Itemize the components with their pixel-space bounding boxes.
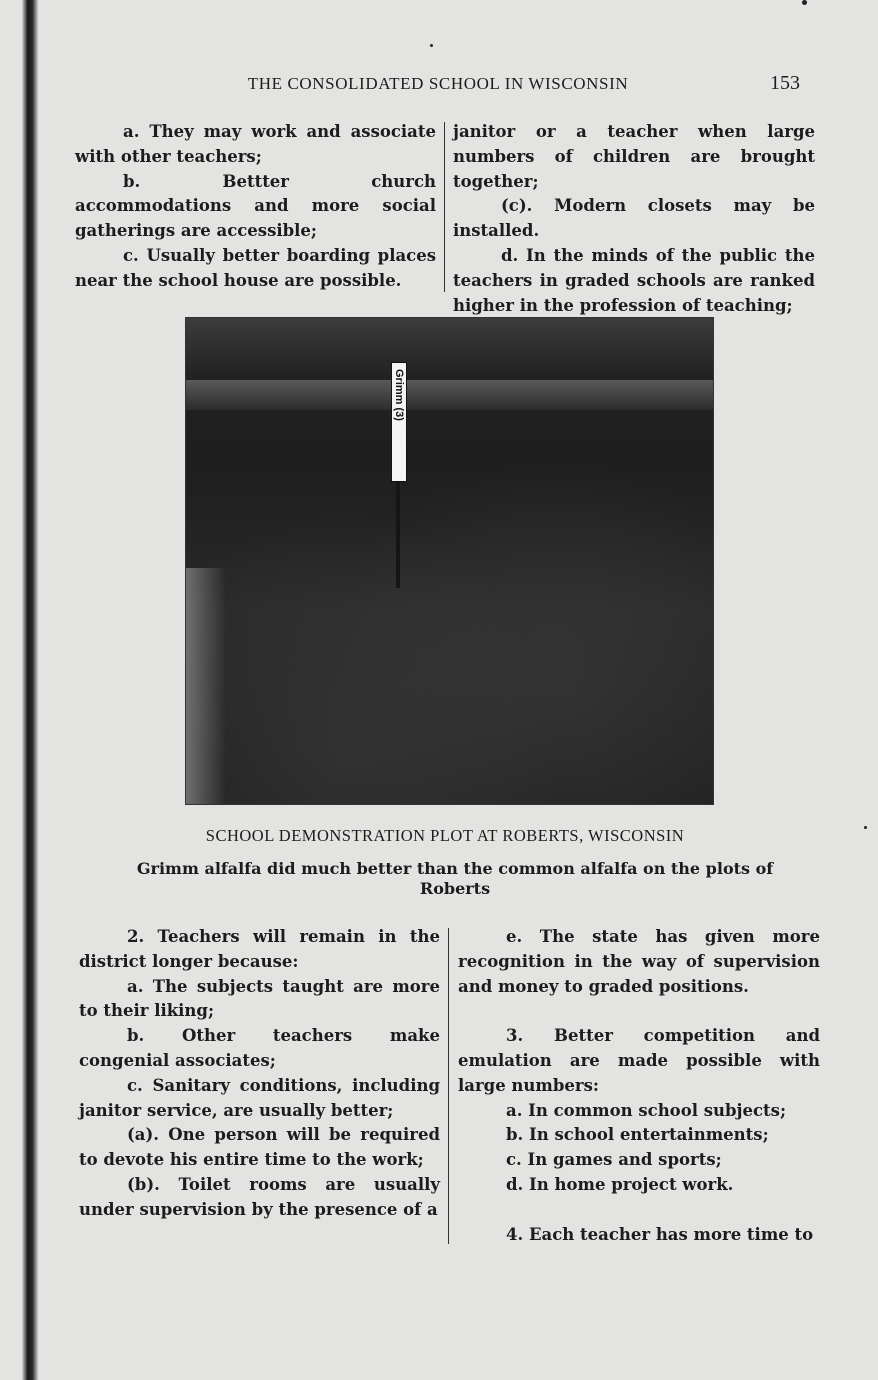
photo-horizon bbox=[186, 380, 713, 410]
paragraph: c. In games and sports; bbox=[506, 1150, 722, 1170]
column-divider bbox=[448, 928, 449, 1244]
paragraph: a. In common school subjects; bbox=[506, 1100, 787, 1120]
paragraph: b. In school entertainments; bbox=[506, 1125, 769, 1145]
speck bbox=[802, 0, 807, 5]
paragraph: a. They may work and associate with other teachers; bbox=[75, 122, 436, 166]
column-divider bbox=[444, 122, 445, 292]
paragraph: (a). One person will be required to devote his entire time to the work; bbox=[79, 1125, 440, 1170]
paragraph: 2. Teachers will remain in the district longer because: bbox=[79, 927, 440, 971]
paragraph: (b). Toilet rooms are usually under supervision by the presence of a bbox=[79, 1174, 440, 1219]
page-number: 153 bbox=[770, 72, 800, 94]
paragraph: b. Other teachers make congenial associates; bbox=[79, 1026, 440, 1070]
figure-caption-text bbox=[95, 859, 815, 899]
paragraph: 4. Each teacher has more time to bbox=[506, 1224, 814, 1244]
caption-line: Roberts bbox=[419, 879, 491, 898]
paragraph: c. Usually better boarding places near the school house are possible. bbox=[75, 245, 436, 290]
top-left-column bbox=[75, 120, 436, 294]
plot-marker-stake bbox=[391, 362, 407, 482]
book-binding-shadow bbox=[22, 0, 38, 1380]
speck bbox=[864, 826, 867, 829]
paragraph: d. In the minds of the public the teachers in graded schools are ranked higher in the profession of teaching; bbox=[453, 245, 815, 315]
paragraph: b. Bettter church accommodations and more social gatherings are accessible; bbox=[75, 171, 436, 241]
stake-pole bbox=[396, 478, 400, 588]
bottom-right-column bbox=[458, 925, 820, 1247]
running-title: THE CONSOLIDATED SCHOOL IN WISCONSIN bbox=[247, 74, 629, 93]
paragraph: a. The subjects taught are more to their liking; bbox=[79, 976, 440, 1021]
paragraph: 3. Better competition and emulation are made possible with large numbers: bbox=[458, 1026, 820, 1095]
paragraph: (c). Modern closets may be installed. bbox=[453, 196, 815, 241]
caption-line: Grimm alfalfa did much better than the common alfalfa on the plots of bbox=[136, 859, 774, 878]
paragraph: d. In home project work. bbox=[506, 1174, 734, 1194]
figure-caption-title: SCHOOL DEMONSTRATION PLOT AT ROBERTS, WISCONSIN bbox=[205, 826, 685, 845]
paragraph: c. Sanitary conditions, including janitor service, are usually better; bbox=[79, 1075, 440, 1120]
photo-foliage-highlight bbox=[186, 568, 226, 804]
stake-label: Grimm (3) bbox=[393, 369, 405, 421]
paragraph: janitor or a teacher when large numbers of children are brought together; bbox=[453, 122, 815, 191]
alfalfa-plot-photograph bbox=[185, 317, 714, 805]
bottom-left-column bbox=[79, 925, 440, 1223]
top-right-column bbox=[453, 120, 815, 318]
speck bbox=[430, 44, 433, 47]
paragraph: e. The state has given more recognition in the way of supervision and money to graded positions. bbox=[458, 927, 820, 996]
